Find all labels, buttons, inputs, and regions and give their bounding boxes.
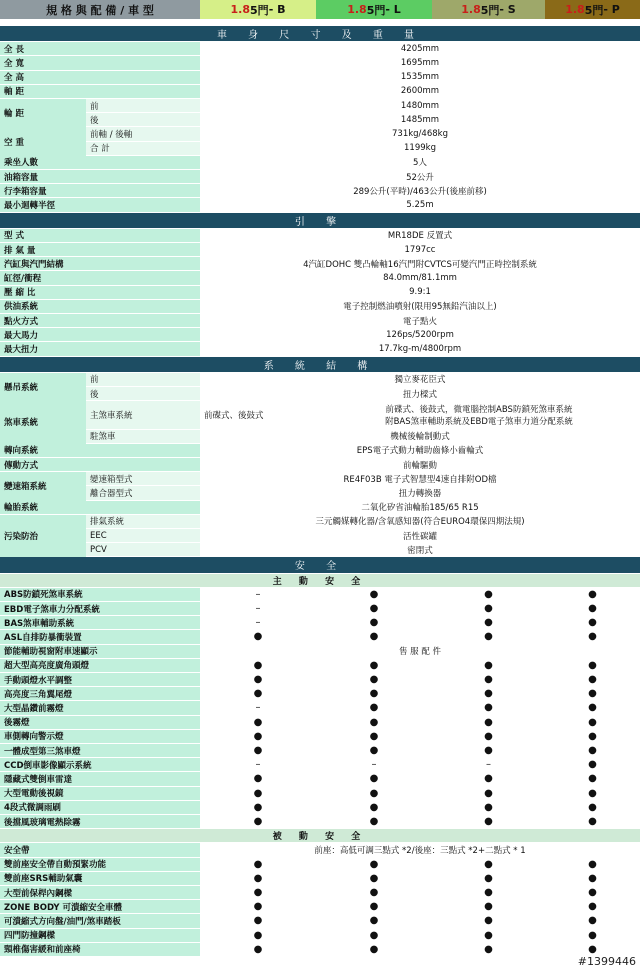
standard-mark: ● [200, 673, 316, 686]
feature-note: 前座：高低可調三點式 *2/後座：三點式 *2+二點式 * 1 [200, 843, 640, 856]
section-structure [0, 357, 640, 373]
subsection-active [0, 574, 640, 588]
standard-mark: ● [316, 772, 432, 785]
standard-mark: ● [200, 772, 316, 785]
feature-label: 車側轉向警示燈 [0, 730, 200, 743]
spec-value: 1199kg [200, 142, 640, 155]
spec-sublabel: 後 [86, 113, 200, 126]
standard-mark: ● [432, 744, 545, 757]
standard-mark: ● [432, 659, 545, 672]
active-row-15 [0, 801, 640, 815]
standard-mark: ● [316, 858, 432, 871]
feature-label: 四門防撞鋼樑 [0, 929, 200, 942]
passive-row-3 [0, 886, 640, 900]
standard-mark: ● [545, 886, 640, 899]
standard-mark: ● [432, 886, 545, 899]
active-row-5 [0, 659, 640, 673]
standard-mark: ● [200, 716, 316, 729]
standard-mark: ● [316, 673, 432, 686]
passive-row-1 [0, 858, 640, 872]
spec-label: 全 寬 [0, 56, 200, 69]
standard-mark: ● [316, 815, 432, 828]
engine-row-3 [0, 271, 640, 285]
engine-row-5 [0, 300, 640, 314]
brake-type-summary: 前碟式、後鼓式 [200, 401, 318, 428]
spec-value: 17.7kg-m/4800rpm [200, 342, 640, 355]
active-row-3 [0, 630, 640, 644]
spec-label: 變速箱系統 [0, 472, 86, 500]
trim-displacement: 1.8 [461, 3, 481, 16]
active-row-12 [0, 758, 640, 772]
suspension-1 [0, 373, 640, 387]
feature-label: 一體成型第三煞車燈 [0, 744, 200, 757]
spec-value: RE4F03B 電子式智慧型4速自排附OD檔 [200, 472, 640, 485]
spec-label: 傳動方式 [0, 458, 200, 471]
spec-sublabel: 排氣系統 [86, 515, 200, 528]
standard-mark: ● [545, 701, 640, 714]
active-row-6 [0, 673, 640, 687]
standard-mark: ● [545, 616, 640, 629]
emission-0 [0, 515, 640, 529]
passive-row-6 [0, 929, 640, 943]
spec-sublabel: EEC [86, 529, 200, 542]
standard-mark: ● [316, 701, 432, 714]
spec-value: 密閉式 [200, 543, 640, 556]
spec-value: 5人 [200, 156, 640, 169]
dim-row-5-1 [0, 127, 640, 141]
standard-mark: ● [432, 730, 545, 743]
not-available-mark: – [200, 701, 316, 714]
standard-mark: ● [200, 943, 316, 956]
passive-safety-title: 被 動 安 全 [0, 829, 640, 842]
dim-row-0 [0, 42, 640, 56]
standard-mark: ● [432, 616, 545, 629]
spec-value: 前輪驅動 [200, 458, 640, 471]
standard-mark: ● [200, 886, 316, 899]
standard-mark: ● [545, 787, 640, 800]
trim-displacement: 1.8 [230, 3, 251, 16]
standard-mark: ● [200, 787, 316, 800]
feature-label: 後霧燈 [0, 716, 200, 729]
brake-detail-line: 前碟式、後鼓式，微電腦控制ABS防鎖死煞車系統 [385, 404, 573, 415]
trim-grade: - P [603, 3, 620, 16]
standard-mark: ● [545, 588, 640, 601]
feature-label: BAS煞車輔助系統 [0, 616, 200, 629]
standard-mark: ● [545, 687, 640, 700]
subsection-passive [0, 829, 640, 843]
standard-mark: ● [316, 872, 432, 885]
spec-sublabel: 駐煞車 [86, 430, 200, 443]
spec-label: 油箱容量 [0, 170, 200, 183]
engine-row-4 [0, 286, 640, 300]
dim-row-1 [0, 56, 640, 70]
dim-row-8 [0, 184, 640, 198]
trim-header-3 [545, 0, 640, 19]
standard-mark: ● [545, 730, 640, 743]
standard-mark: ● [200, 815, 316, 828]
standard-mark: ● [316, 716, 432, 729]
spec-sublabel: 前軸 / 後軸 [86, 127, 200, 140]
standard-mark: ● [545, 815, 640, 828]
section-safety [0, 557, 640, 573]
trim-header-1 [316, 0, 432, 19]
active-row-16 [0, 815, 640, 829]
active-row-9 [0, 716, 640, 730]
standard-mark: ● [316, 659, 432, 672]
standard-mark: ● [545, 602, 640, 615]
trim-displacement: 1.8 [347, 3, 367, 16]
spec-label: 點火方式 [0, 314, 200, 327]
standard-mark: ● [200, 744, 316, 757]
dim-row-4-1 [0, 99, 640, 113]
standard-mark: ● [545, 659, 640, 672]
active-row-14 [0, 787, 640, 801]
standard-mark: ● [432, 858, 545, 871]
standard-mark: ● [545, 900, 640, 913]
standard-mark: ● [545, 801, 640, 814]
standard-mark: ● [432, 588, 545, 601]
standard-mark: ● [316, 886, 432, 899]
active-row-1 [0, 602, 640, 616]
standard-mark: ● [432, 673, 545, 686]
standard-mark: ● [316, 943, 432, 956]
trim-grade: - B [268, 3, 286, 16]
spec-label: 型 式 [0, 229, 200, 242]
standard-mark: ● [432, 787, 545, 800]
transmission-1 [0, 472, 640, 486]
feature-label: 高亮度三角翼尾燈 [0, 687, 200, 700]
standard-mark: ● [545, 772, 640, 785]
spec-label: 缸徑/衝程 [0, 271, 200, 284]
active-row-10 [0, 730, 640, 744]
spec-sublabel: 前 [86, 99, 200, 112]
feature-label: 雙前座安全帶自動預緊功能 [0, 858, 200, 871]
standard-mark: ● [432, 716, 545, 729]
dim-row-6 [0, 156, 640, 170]
standard-mark: ● [545, 673, 640, 686]
spec-label: 污染防治 [0, 515, 86, 558]
standard-mark: ● [200, 872, 316, 885]
steering [0, 444, 640, 458]
spec-value: MR18DE 反置式 [200, 229, 640, 242]
standard-mark: ● [200, 730, 316, 743]
passive-row-2 [0, 872, 640, 886]
spec-label: 最大扭力 [0, 342, 200, 355]
brake-detail-line: 附BAS煞車輔助系統及EBD電子煞車力道分配系統 [385, 416, 573, 427]
feature-label: ASL自排防暴衝裝置 [0, 630, 200, 643]
spec-value: 電子點火 [200, 314, 640, 327]
spec-label: 全 高 [0, 71, 200, 84]
spec-label: 煞車系統 [0, 401, 86, 444]
trim-grade: - L [385, 3, 401, 16]
standard-mark: ● [200, 914, 316, 927]
feature-label: 手動頭燈水平調整 [0, 673, 200, 686]
standard-mark: ● [316, 588, 432, 601]
dim-row-9 [0, 198, 640, 212]
spec-value: 1485mm [200, 113, 640, 126]
spec-value: 2600mm [200, 85, 640, 98]
feature-label: CCD倒車影像顯示系統 [0, 758, 200, 771]
engine-row-8 [0, 342, 640, 356]
feature-label: 後擋風玻璃電熱除霧 [0, 815, 200, 828]
dim-row-2 [0, 71, 640, 85]
not-available-mark: – [200, 588, 316, 601]
spec-label: 壓 縮 比 [0, 286, 200, 299]
spec-value: 扭力轉換器 [200, 486, 640, 499]
standard-mark: ● [432, 701, 545, 714]
section-dimensions-title: 車 身 尺 寸 及 重 量 [0, 26, 640, 41]
standard-mark: ● [316, 900, 432, 913]
spec-value: 84.0mm/81.1mm [200, 271, 640, 284]
feature-label: 大型電動後視鏡 [0, 787, 200, 800]
emission-2 [0, 543, 640, 557]
engine-row-2 [0, 257, 640, 271]
wheels [0, 501, 640, 515]
standard-mark: ● [545, 943, 640, 956]
active-row-11 [0, 744, 640, 758]
standard-mark: ● [545, 716, 640, 729]
spec-value: 三元觸媒轉化器/含氧感知器(符合EURO4環保四期法規) [200, 515, 640, 528]
feature-label: 大型晶鑽前霧燈 [0, 701, 200, 714]
standard-mark: ● [545, 744, 640, 757]
standard-mark: ● [316, 616, 432, 629]
standard-mark: ● [200, 900, 316, 913]
emission-1 [0, 529, 640, 543]
active-row-7 [0, 687, 640, 701]
spec-value: 機械後輪制動式 [200, 430, 640, 443]
standard-mark: ● [545, 858, 640, 871]
spec-label: 輪 距 [0, 99, 86, 127]
feature-note: 售 服 配 件 [200, 645, 640, 658]
feature-label: 雙前座SRS輔助氣囊 [0, 872, 200, 885]
feature-label: ABS防鎖死煞車系統 [0, 588, 200, 601]
standard-mark: ● [316, 914, 432, 927]
brake-main [0, 401, 640, 429]
header-row [0, 0, 640, 20]
engine-row-0 [0, 229, 640, 243]
spec-label: 懸吊系統 [0, 373, 86, 401]
trim-grade: - S [499, 3, 516, 16]
spec-value: 1535mm [200, 71, 640, 84]
feature-label: 可潰縮式方向盤/油門/煞車踏板 [0, 914, 200, 927]
dim-row-3 [0, 85, 640, 99]
active-row-8 [0, 701, 640, 715]
standard-mark: ● [200, 687, 316, 700]
engine-row-7 [0, 328, 640, 342]
trim-header-0 [200, 0, 316, 19]
feature-label: 節能輔助視窗附車速顯示 [0, 645, 200, 658]
spec-value: 52公升 [200, 170, 640, 183]
spec-label: 最大馬力 [0, 328, 200, 341]
active-row-2 [0, 616, 640, 630]
feature-label: ZONE BODY 可潰縮安全車體 [0, 900, 200, 913]
standard-mark: ● [432, 815, 545, 828]
passive-row-5 [0, 914, 640, 928]
spec-value: 289公升(平時)/463公升(後座前移) [200, 184, 640, 197]
spec-value: 126ps/5200rpm [200, 328, 640, 341]
standard-mark: ● [316, 602, 432, 615]
feature-label: 隱藏式雙倒車雷達 [0, 772, 200, 785]
trim-displacement: 1.8 [565, 3, 585, 16]
not-available-mark: – [200, 616, 316, 629]
spec-value: 扭力樑式 [200, 387, 640, 400]
spec-sublabel: 前 [86, 373, 200, 386]
standard-mark: ● [200, 630, 316, 643]
spec-value: 電子控制燃油噴射(限用95無鉛汽油以上) [200, 300, 640, 313]
spec-value: 1695mm [200, 56, 640, 69]
feature-label: 頸椎傷害緩和前座椅 [0, 943, 200, 956]
spec-label: 乘坐人數 [0, 156, 200, 169]
spec-value: 獨立麥花臣式 [200, 373, 640, 386]
dim-row-5-2 [0, 142, 640, 156]
engine-row-6 [0, 314, 640, 328]
standard-mark: ● [545, 758, 640, 771]
spec-label: 排 氣 量 [0, 243, 200, 256]
spec-value: 二氧化矽省油輪胎185/65 R15 [200, 501, 640, 514]
standard-mark: ● [316, 687, 432, 700]
spec-value: 5.25m [200, 198, 640, 211]
standard-mark: ● [316, 630, 432, 643]
standard-mark: ● [200, 659, 316, 672]
section-engine-title: 引 擎 [0, 213, 640, 228]
section-engine [0, 213, 640, 229]
spec-value: 4205mm [200, 42, 640, 55]
standard-mark: ● [316, 730, 432, 743]
standard-mark: ● [432, 943, 545, 956]
standard-mark: ● [545, 914, 640, 927]
spec-value: EPS電子式動力輔助齒條小齒輪式 [200, 444, 640, 457]
spec-label: 全 長 [0, 42, 200, 55]
spec-label: 轉向系統 [0, 444, 200, 457]
standard-mark: ● [316, 744, 432, 757]
active-row-4 [0, 645, 640, 659]
standard-mark: ● [432, 900, 545, 913]
passive-row-0 [0, 843, 640, 857]
spec-label: 汽缸與汽門結構 [0, 257, 200, 270]
passive-row-7 [0, 943, 640, 957]
standard-mark: ● [545, 872, 640, 885]
section-safety-title: 安 全 [0, 557, 640, 572]
spec-value: 1480mm [200, 99, 640, 112]
feature-label: 大型前保桿內鋼樑 [0, 886, 200, 899]
spec-sublabel: 離合器型式 [86, 486, 200, 499]
not-available-mark: – [432, 758, 545, 771]
spec-label: 最小迴轉半徑 [0, 198, 200, 211]
trim-doors: 5門 [366, 3, 386, 17]
suspension-2 [0, 387, 640, 401]
spec-label: 輪胎系統 [0, 501, 200, 514]
standard-mark: ● [200, 929, 316, 942]
spec-sublabel: 後 [86, 387, 200, 400]
spec-value: 4汽缸DOHC 雙凸輪軸16汽門附CVTCS可變汽門正時控制系統 [200, 257, 640, 270]
trim-doors: 5門 [250, 3, 269, 17]
standard-mark: ● [545, 929, 640, 942]
brake-detail [318, 401, 640, 428]
engine-row-1 [0, 243, 640, 257]
standard-mark: ● [432, 872, 545, 885]
feature-label: 4段式微調雨刷 [0, 801, 200, 814]
standard-mark: ● [432, 630, 545, 643]
spec-sublabel: PCV [86, 543, 200, 556]
spec-label: 空 重 [0, 127, 86, 155]
passive-row-4 [0, 900, 640, 914]
spec-value: 9.9:1 [200, 286, 640, 299]
feature-label: EBD電子煞車力分配系統 [0, 602, 200, 615]
trim-header-2 [432, 0, 545, 19]
spec-sublabel: 主煞車系統 [86, 401, 200, 428]
spec-value: 731kg/468kg [200, 127, 640, 140]
standard-mark: ● [432, 914, 545, 927]
transmission-2 [0, 486, 640, 500]
drive [0, 458, 640, 472]
section-structure-title: 系 統 結 構 [0, 357, 640, 372]
not-available-mark: – [316, 758, 432, 771]
standard-mark: ● [200, 801, 316, 814]
standard-mark: ● [545, 630, 640, 643]
standard-mark: ● [432, 801, 545, 814]
spec-header: 規 格 與 配 備 / 車 型 [0, 0, 200, 19]
watermark-id: #1399446 [577, 955, 636, 968]
feature-label: 超大型高亮度廣角頭燈 [0, 659, 200, 672]
standard-mark: ● [432, 687, 545, 700]
spec-value: 活性碳罐 [200, 529, 640, 542]
spec-sublabel: 變速箱型式 [86, 472, 200, 485]
spec-label: 行李箱容量 [0, 184, 200, 197]
standard-mark: ● [432, 602, 545, 615]
not-available-mark: – [200, 758, 316, 771]
standard-mark: ● [432, 929, 545, 942]
standard-mark: ● [316, 787, 432, 800]
trim-doors: 5門 [480, 3, 500, 17]
active-row-0 [0, 588, 640, 602]
standard-mark: ● [316, 929, 432, 942]
dim-row-7 [0, 170, 640, 184]
standard-mark: ● [200, 858, 316, 871]
spec-sublabel: 合 計 [86, 142, 200, 155]
standard-mark: ● [432, 772, 545, 785]
spec-label: 軸 距 [0, 85, 200, 98]
dim-row-4-2 [0, 113, 640, 127]
spec-value: 1797cc [200, 243, 640, 256]
active-safety-title: 主 動 安 全 [0, 574, 640, 587]
not-available-mark: – [200, 602, 316, 615]
spec-label: 供油系統 [0, 300, 200, 313]
brake-park [0, 430, 640, 444]
standard-mark: ● [316, 801, 432, 814]
section-dimensions [0, 26, 640, 42]
feature-label: 安全帶 [0, 843, 200, 856]
active-row-13 [0, 772, 640, 786]
trim-doors: 5門 [584, 3, 604, 17]
